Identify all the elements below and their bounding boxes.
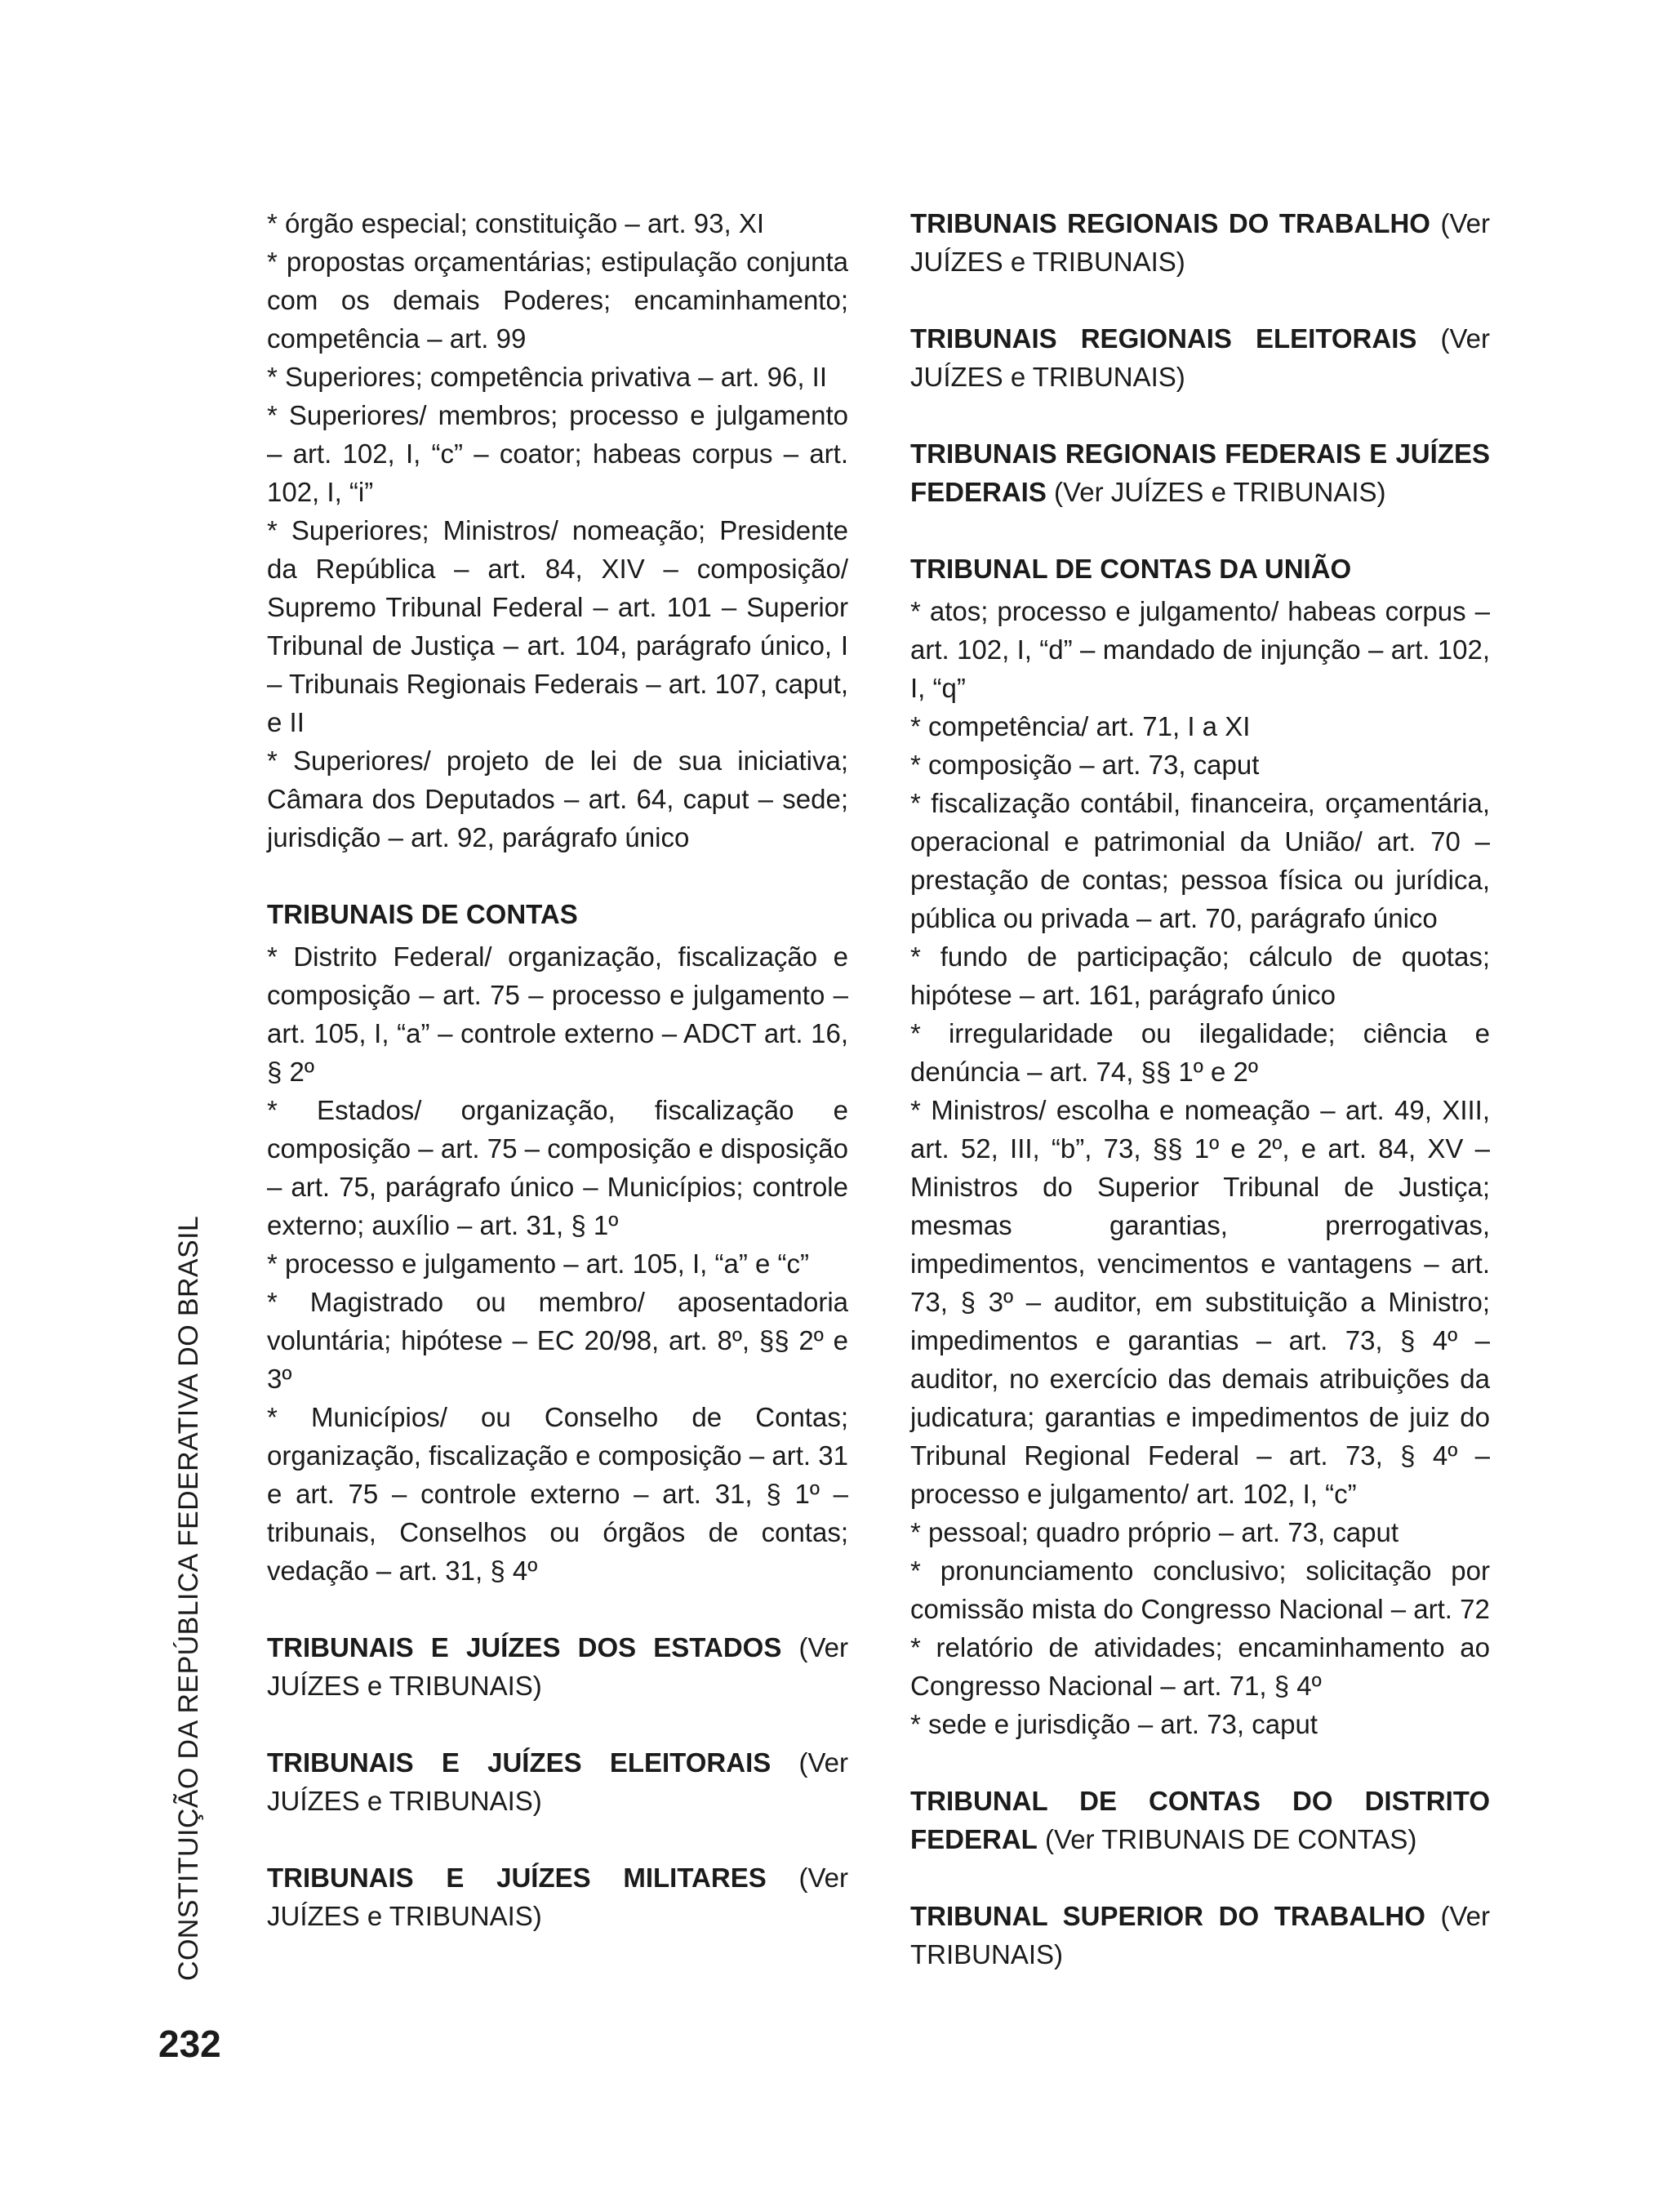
cross-reference-entry — [910, 319, 1490, 396]
index-entry: * irregularidade ou ilegalidade; ciência e denúncia – art. 74, §§ 1º e 2º — [910, 1018, 1490, 1087]
cross-reference-entry — [267, 1858, 848, 1935]
cross-reference-target: (Ver JUÍZES e TRIBUNAIS) — [267, 1632, 848, 1701]
index-entry: * processo e julgamento – art. 105, I, “a” e “c” — [267, 1248, 809, 1279]
cross-reference-target: (Ver JUÍZES e TRIBUNAIS) — [267, 1863, 849, 1931]
index-entry: * Magistrado ou membro/ aposentadoria voluntária; hipótese – EC 20/98, art. 8º, §§ 2º e 3º — [267, 1287, 848, 1394]
index-entry: * atos; processo e julgamento/ habeas corpus – art. 102, I, “d” – mandado de injunção – art. 102, I, “q” — [910, 596, 1490, 703]
intro-entries — [267, 204, 848, 857]
page-number: 232 — [158, 2023, 221, 2065]
left-column — [267, 204, 848, 1974]
cross-reference-heading: TRIBUNAIS E JUÍZES DOS ESTADOS — [267, 1632, 782, 1662]
cross-reference-target: (Ver TRIBUNAIS) — [910, 1901, 1490, 1969]
cross-reference-entry — [910, 204, 1490, 281]
cross-reference-target: (Ver JUÍZES e TRIBUNAIS) — [910, 323, 1490, 392]
index-entry: * pronunciamento conclusivo; solicitação por comissão mista do Congresso Nacional – art. 72 — [910, 1556, 1490, 1624]
section-heading-tribunais-de-contas: TRIBUNAIS DE CONTAS — [267, 899, 578, 929]
cross-reference-target: (Ver JUÍZES e TRIBUNAIS) — [1054, 477, 1386, 507]
index-entry: * sede e jurisdição – art. 73, caput — [910, 1709, 1318, 1739]
index-entry: * Superiores; competência privativa – art. 96, II — [267, 362, 828, 392]
running-title: CONSTITUIÇÃO DA REPÚBLICA FEDERATIVA DO BRASIL — [173, 1215, 204, 1981]
cross-reference-entry — [267, 1743, 848, 1820]
tribunais-de-contas-entries — [267, 937, 848, 1590]
index-entry: * Superiores/ membros; processo e julgamento – art. 102, I, “c” – coator; habeas corpus – art. 102, I, “i” — [267, 400, 848, 507]
cross-reference-target: (Ver TRIBUNAIS DE CONTAS) — [1045, 1824, 1417, 1854]
index-entry: * Superiores/ projeto de lei de sua iniciativa; Câmara dos Deputados – art. 64, caput – sede; jurisdição – art. 92, parágrafo único — [267, 745, 848, 852]
index-entry: * fundo de participação; cálculo de quotas; hipótese – art. 161, parágrafo único — [910, 941, 1490, 1010]
cross-reference-heading: TRIBUNAIS E JUÍZES MILITARES — [267, 1863, 767, 1893]
cross-reference-heading: TRIBUNAL DE CONTAS DO DISTRITO FEDERAL — [910, 1786, 1490, 1854]
cross-reference-heading: TRIBUNAIS REGIONAIS DO TRABALHO — [910, 208, 1430, 238]
cross-reference-heading: TRIBUNAIS REGIONAIS ELEITORAIS — [910, 323, 1417, 354]
cross-reference-heading: TRIBUNAIS E JUÍZES ELEITORAIS — [267, 1747, 772, 1778]
index-entry: * relatório de atividades; encaminhamento ao Congresso Nacional – art. 71, § 4º — [910, 1632, 1490, 1701]
tribunal-de-contas-da-uniao-entries — [910, 592, 1490, 1743]
index-entry: * Municípios/ ou Conselho de Contas; organização, fiscalização e composição – art. 31 e art. 75 – controle externo – art. 31, § 1º – tribunais, Conselhos ou órgãos de contas; vedação – art. 31, § 4º — [267, 1402, 848, 1586]
index-entry: * órgão especial; constituição – art. 93, XI — [267, 208, 765, 238]
index-entry: * Superiores; Ministros/ nomeação; Presidente da República – art. 84, XIV – composição/ Supremo Tribunal Federal – art. 101 – Superior Tribunal de Justiça – art. 104, parágrafo único, I – Tribunais Regionais Federais – art. 107, caput, e II — [267, 515, 848, 737]
cross-reference-heading: TRIBUNAL SUPERIOR DO TRABALHO — [910, 1901, 1425, 1931]
index-entry: * fiscalização contábil, financeira, orçamentária, operacional e patrimonial da União/ art. 70 – prestação de contas; pessoa física ou jurídica, pública ou privada – art. 70, parágrafo único — [910, 788, 1490, 933]
index-entry: * pessoal; quadro próprio – art. 73, caput — [910, 1517, 1399, 1547]
cross-reference-entry — [910, 1782, 1490, 1858]
cross-reference-entry — [910, 1897, 1490, 1974]
cross-reference-target: (Ver JUÍZES e TRIBUNAIS) — [267, 1747, 848, 1816]
index-entry: * Ministros/ escolha e nomeação – art. 49, XIII, art. 52, III, “b”, 73, §§ 1º e 2º, e art. 84, XV – Ministros do Superior Tribunal de Justiça; mesmas garantias, prerrogativas, impedimentos, vencimentos e vantagens – art. 73, § 3º – auditor, em substituição a Ministro; impedimentos e garantias – art. 73, § 4º – auditor, no exercício das demais atribuições da judicatura; garantias e impedimentos de juiz do Tribunal Regional Federal – art. 73, § 4º – processo e julgamento/ art. 102, I, “c” — [910, 1095, 1490, 1509]
index-entry: * propostas orçamentárias; estipulação conjunta com os demais Poderes; encaminhamento; competência – art. 99 — [267, 247, 848, 354]
cross-reference-heading: TRIBUNAIS REGIONAIS FEDERAIS E JUÍZES FEDERAIS — [910, 438, 1490, 507]
right-column — [910, 204, 1490, 2012]
index-entry: * Distrito Federal/ organização, fiscalização e composição – art. 75 – processo e julgamento – art. 105, I, “a” – controle externo – ADCT art. 16, § 2º — [267, 941, 848, 1087]
cross-reference-target: (Ver JUÍZES e TRIBUNAIS) — [910, 208, 1491, 277]
index-entry: * Estados/ organização, fiscalização e composição – art. 75 – composição e disposição – art. 75, parágrafo único – Municípios; controle externo; auxílio – art. 31, § 1º — [267, 1095, 848, 1240]
index-entry: * competência/ art. 71, I a XI — [910, 711, 1251, 741]
index-entry: * composição – art. 73, caput — [910, 750, 1260, 780]
cross-reference-entry — [267, 1628, 848, 1705]
cross-reference-entry — [910, 434, 1490, 511]
section-heading-tribunal-de-contas-da-uniao: TRIBUNAL DE CONTAS DA UNIÃO — [910, 554, 1352, 584]
